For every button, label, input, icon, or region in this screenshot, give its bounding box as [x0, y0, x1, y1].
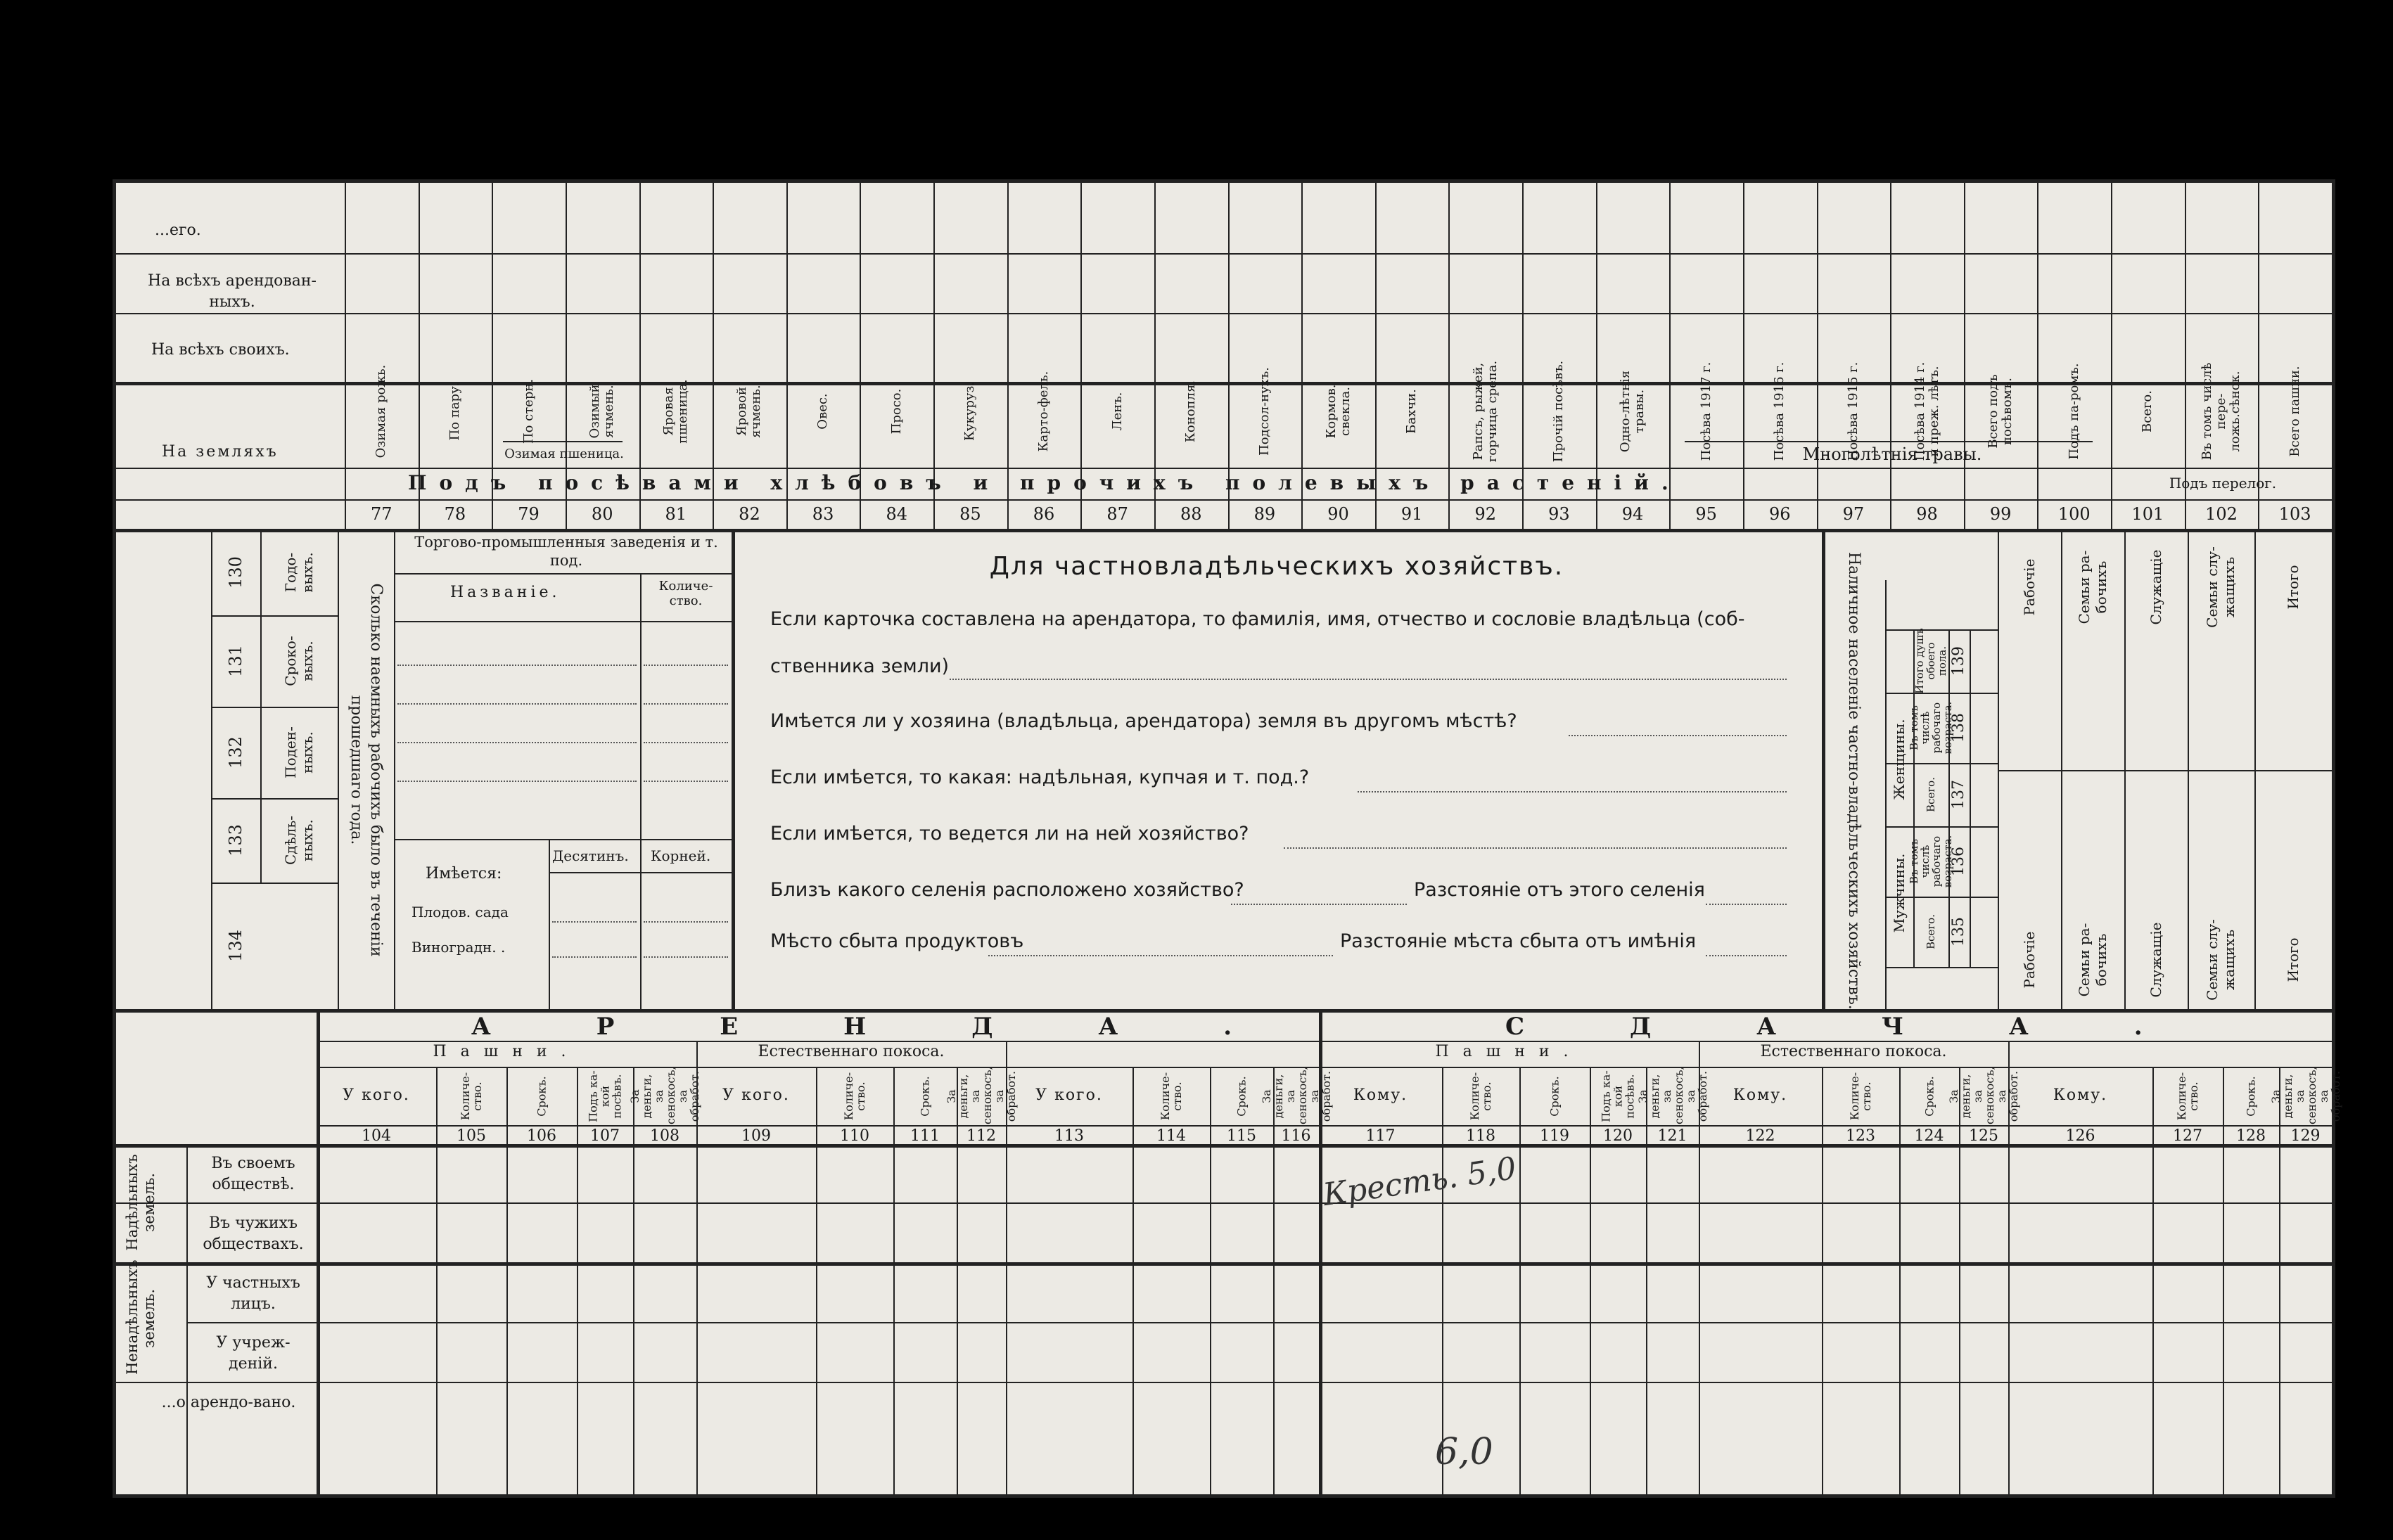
- lease-col-label: За деньги, за сенокосъ, за обработ.: [1947, 1066, 2020, 1124]
- question-farming: Если имѣется, то ведется ли на ней хозяйство?: [770, 823, 1249, 845]
- top-col-label: Бахчи.: [1404, 389, 1419, 434]
- lease-col-label: Кому.: [1353, 1086, 1408, 1104]
- lease-col-label: За деньги, за сенокосъ, за обработ.: [1635, 1066, 1709, 1124]
- population-col-number: 136: [1950, 847, 1967, 876]
- top-col-label: Озимая рожь.: [374, 364, 389, 458]
- top-col-number: 88: [1180, 504, 1202, 524]
- lease-col-divider: [957, 1067, 958, 1498]
- top-col-label: Яровая пшеница.: [661, 379, 690, 444]
- top-col-label: Овес.: [815, 393, 831, 430]
- lease-col-number: 104: [362, 1127, 391, 1145]
- lease-col-divider: [1822, 1067, 1823, 1498]
- staff-col-label-bottom: Рабочiе: [2021, 931, 2038, 989]
- question-owner-cont: ственника земли): [770, 655, 950, 677]
- question-land-type: Если имѣется, то какая: надѣльная, купчая и т. под.?: [770, 766, 1310, 788]
- lease-col-label: Срокъ.: [1922, 1076, 1936, 1117]
- sdacha-pashni: Пашни.: [1435, 1043, 1583, 1060]
- population-col-number: 135: [1950, 917, 1967, 947]
- lease-col-number: 128: [2236, 1127, 2266, 1145]
- top-col-label: Кормов. свекла.: [1323, 384, 1353, 439]
- arenda-title: АРЕНДА.: [471, 1013, 1338, 1041]
- top-col-number: 84: [886, 504, 907, 524]
- top-col-number: 77: [371, 504, 393, 524]
- lease-col-number: 127: [2173, 1127, 2202, 1145]
- lease-col-number: 115: [1227, 1127, 1256, 1145]
- worker-col-label: Годо-выхъ.: [282, 551, 316, 593]
- lease-col-number: 124: [1914, 1127, 1944, 1145]
- population-col-number: 138: [1950, 713, 1967, 743]
- population-col-label: Итого душъ обоего пола.: [1913, 628, 1948, 694]
- lease-col-divider: [506, 1067, 508, 1498]
- lease-col-divider: [1959, 1067, 1960, 1498]
- lease-col-number: 107: [590, 1127, 620, 1145]
- top-col-divider: [1743, 179, 1744, 529]
- lease-col-label: У кого.: [722, 1086, 790, 1104]
- row-own-society: Въ своемъ обществѣ.: [211, 1155, 295, 1193]
- top-col-label: Всего пашни.: [2287, 366, 2302, 457]
- lease-col-label: Количе-ство.: [1848, 1072, 1873, 1121]
- lease-col-number: 122: [1745, 1127, 1775, 1145]
- population-col-number: 139: [1950, 646, 1967, 676]
- garden-label: Плодов. сада: [411, 904, 509, 920]
- worker-col-number: 134: [226, 930, 245, 962]
- top-col-label: Посѣва 1917 г.: [1698, 361, 1714, 461]
- top-col-label: По пару.: [447, 382, 462, 441]
- top-col-label: Посѣва 1916 г.: [1772, 361, 1787, 461]
- lease-col-number: 119: [1540, 1127, 1569, 1145]
- top-col-number: 94: [1621, 504, 1644, 524]
- question-market: Мѣсто сбыта продуктовъ: [770, 930, 1024, 952]
- hired-workers-label: Сколько наемныхъ рабочихъ было въ теченiи прошедшаго года.: [347, 583, 385, 957]
- desyatin-header: Десятинъ.: [552, 847, 629, 864]
- top-col-label: Ленъ.: [1109, 392, 1125, 431]
- lease-col-number: 120: [1603, 1127, 1633, 1145]
- staff-col-label-top: Семьи ра-бочихъ: [2076, 550, 2110, 624]
- top-col-label: Посѣва 1914 г. и преж. лѣтъ.: [1912, 361, 1941, 461]
- top-col-label: Всего подъ посѣвомъ.: [1986, 374, 2015, 449]
- staff-col-label-bottom: Семьи слу-жащихъ: [2204, 919, 2238, 1001]
- lease-col-divider: [1006, 1067, 1007, 1498]
- top-col-number: 83: [812, 504, 834, 524]
- lease-col-number: 106: [527, 1127, 556, 1145]
- lease-col-number: 118: [1466, 1127, 1495, 1145]
- top-col-label: По стерн.: [521, 378, 536, 444]
- lease-col-number: 105: [457, 1127, 486, 1145]
- trade-name-header: Названiе.: [450, 584, 561, 601]
- lease-col-number: 113: [1054, 1127, 1084, 1145]
- top-col-divider: [1890, 179, 1891, 529]
- lease-col-divider: [1273, 1067, 1275, 1498]
- census-form-sheet: [113, 179, 2342, 1498]
- lease-col-number: 126: [2065, 1127, 2095, 1145]
- top-col-label: Прочiй посѣвъ.: [1551, 360, 1566, 463]
- top-col-label: Въ томъ числѣ пере-ложь.сѣнок.: [2200, 362, 2243, 461]
- lease-col-number: 117: [1365, 1127, 1396, 1145]
- row-label-total: ...его.: [155, 222, 201, 239]
- top-col-divider: [1817, 179, 1818, 529]
- row-label-rented: На всѣхъ арендован-ныхъ.: [148, 272, 317, 311]
- top-col-label: Конопля.: [1183, 380, 1199, 443]
- men-label: Мужчины.: [1891, 853, 1908, 933]
- top-col-number: 82: [739, 504, 760, 524]
- lease-col-number: 110: [840, 1127, 869, 1145]
- staff-col-label-top: Рабочiе: [2021, 558, 2038, 616]
- women-label: Женщины.: [1891, 719, 1908, 800]
- lease-col-label: Количе-ство.: [459, 1072, 484, 1121]
- arenda-pashni: Пашни.: [433, 1043, 580, 1060]
- population-col-label: Въ томъ числѣ рабочаго возраста.: [1908, 835, 1954, 888]
- lease-col-divider: [2279, 1067, 2280, 1498]
- private-farms-title: Для частновладѣльческихъ хозяйствъ.: [989, 552, 1564, 581]
- worker-col-number: 130: [226, 556, 245, 589]
- lease-col-number: 129: [2290, 1127, 2321, 1145]
- lease-col-label: Срокъ.: [1234, 1076, 1249, 1117]
- top-col-label: Кукуруз.: [962, 382, 978, 442]
- top-col-number: 100: [2057, 504, 2091, 524]
- lease-col-divider: [1210, 1067, 1211, 1498]
- row-institutions: У учреж-денiй.: [216, 1334, 291, 1373]
- lease-col-divider: [2008, 1067, 2010, 1498]
- lease-col-divider: [1699, 1067, 1700, 1498]
- lease-col-divider: [1132, 1067, 1134, 1498]
- worker-col-number: 131: [226, 645, 245, 677]
- top-col-number: 91: [1400, 504, 1423, 524]
- top-col-number: 93: [1548, 504, 1570, 524]
- population-label: Наличное населенiе частно-владѣльческихъ хозяйствъ.: [1845, 552, 1863, 1010]
- top-col-label: Одно-лѣтнiя травы.: [1618, 370, 1647, 453]
- population-col-number: 137: [1950, 780, 1967, 809]
- top-col-label: Озимый ячмень.: [587, 384, 617, 439]
- top-col-number: 89: [1253, 504, 1276, 524]
- has-label: Имѣется:: [426, 865, 502, 883]
- trade-qty-header: Количе-ство.: [658, 579, 713, 608]
- top-col-number: 97: [1842, 504, 1865, 524]
- lease-col-number: 114: [1156, 1127, 1186, 1145]
- lease-col-label: Срокъ.: [535, 1076, 549, 1117]
- lease-col-label: Количе-ство.: [2175, 1072, 2200, 1121]
- lease-col-number: 112: [966, 1127, 996, 1145]
- lease-col-label: Количе-ство.: [1159, 1072, 1184, 1121]
- non-allotment-lands-label: Ненадѣльныхъ земель.: [124, 1259, 158, 1375]
- sowing-band-title: Подъ посѣвами хлѣбовъ и прочихъ полевыхъ растенiй.: [408, 471, 1681, 494]
- staff-col-label-bottom: Итого: [2285, 937, 2302, 982]
- question-owner: Если карточка составлена на арендатора, то фамилiя, имя, отчество и сословiе владѣльца (соб-: [770, 608, 1745, 630]
- question-near-village: Близъ какого селенiя расположено хозяйство?: [770, 879, 1244, 901]
- lease-col-divider: [816, 1067, 817, 1498]
- lease-col-label: Подъ ка-кой посѣвъ.: [1599, 1070, 1637, 1122]
- handwritten-note: Кресть. 5,0: [1320, 1150, 1519, 1213]
- top-col-label: Подъ па-ромъ.: [2066, 363, 2081, 460]
- sdacha-title: СДАЧА.: [1505, 1013, 2248, 1041]
- population-col-label: Всего.: [1925, 777, 1937, 812]
- row-label-on-lands: На земляхъ: [162, 443, 279, 461]
- top-col-number: 86: [1033, 504, 1055, 524]
- lease-col-divider: [577, 1067, 578, 1498]
- lease-col-label: Срокъ.: [918, 1076, 932, 1117]
- top-col-number: 92: [1474, 504, 1497, 524]
- row-other-societies: Въ чужихъ обществахъ.: [203, 1214, 304, 1253]
- lease-col-divider: [1899, 1067, 1901, 1498]
- top-col-number: 96: [1768, 504, 1791, 524]
- worker-col-label: Сдѣль-ныхъ.: [282, 815, 316, 866]
- lease-col-divider: [436, 1067, 438, 1498]
- arenda-pokos: Естественнаго покоса.: [758, 1043, 945, 1060]
- lease-col-divider: [1646, 1067, 1647, 1498]
- lease-col-divider: [696, 1067, 698, 1498]
- lease-col-number: 123: [1846, 1127, 1875, 1145]
- top-col-label: Всего.: [2140, 390, 2155, 432]
- lease-col-label: За деньги, за сенокосъ, за обработ.: [628, 1066, 701, 1124]
- lease-col-number: 121: [1657, 1127, 1687, 1145]
- lease-col-label: Подъ ка-кой посѣвъ.: [586, 1070, 624, 1122]
- top-col-divider: [2111, 179, 2112, 529]
- top-col-label: Подсол-нухъ.: [1256, 367, 1272, 456]
- question-distance-market: Разстоянiе мѣста сбыта отъ имѣнiя: [1340, 930, 1697, 952]
- vineyard-label: Виноградн. .: [411, 939, 506, 956]
- population-col-label: Въ томъ числѣ рабочаго возраста.: [1908, 701, 1954, 755]
- handwritten-total: 6,0: [1435, 1431, 1493, 1473]
- lease-col-divider: [1519, 1067, 1521, 1498]
- worker-col-label: Поден-ныхъ.: [282, 726, 316, 778]
- top-col-number: 95: [1695, 504, 1717, 524]
- top-col-number: 102: [2205, 504, 2238, 524]
- top-col-number: 79: [518, 504, 540, 524]
- sdacha-pokos: Естественнаго покоса.: [1760, 1043, 1947, 1060]
- top-col-number: 90: [1327, 504, 1349, 524]
- lease-col-label: У кого.: [343, 1086, 410, 1104]
- lease-col-divider: [1319, 1067, 1320, 1498]
- top-col-label: Яровой ячмень.: [734, 385, 764, 438]
- question-other-land: Имѣется ли у хозяина (владѣльца, арендатора) земля въ другомъ мѣстѣ?: [770, 710, 1517, 732]
- top-col-number: 87: [1106, 504, 1128, 524]
- question-distance-village: Разстоянiе отъ этого селенiя: [1414, 879, 1705, 901]
- top-col-label: Просо.: [888, 388, 904, 435]
- lease-col-divider: [893, 1067, 895, 1498]
- lease-col-label: Кому.: [2053, 1086, 2108, 1104]
- staff-col-label-top: Итого: [2285, 565, 2302, 610]
- worker-col-number: 132: [226, 736, 245, 769]
- lease-col-number: 109: [741, 1127, 771, 1145]
- top-col-number: 103: [2278, 504, 2311, 524]
- top-col-number: 80: [591, 504, 613, 524]
- lease-col-number: 108: [650, 1127, 679, 1145]
- trade-title: Торгово-промышленныя заведенiя и т. под.: [414, 534, 718, 569]
- fallow-group-label: Подъ перелог.: [2169, 475, 2277, 492]
- top-col-number: 81: [665, 504, 687, 524]
- row-label-own: На всѣхъ своихъ.: [151, 341, 290, 359]
- allotment-lands-label: Надѣльныхъ земель.: [124, 1154, 158, 1251]
- top-col-divider: [1964, 179, 1965, 529]
- lease-col-divider: [633, 1067, 634, 1498]
- worker-col-number: 133: [226, 824, 245, 856]
- lease-col-label: Срокъ.: [1548, 1076, 1562, 1117]
- lease-col-label: Количе-ство.: [842, 1072, 867, 1121]
- top-col-divider: [2037, 179, 2038, 529]
- top-col-number: 78: [444, 504, 466, 524]
- staff-col-label-top: Семьи слу-жащихъ: [2204, 546, 2238, 628]
- lease-col-label: Кому.: [1732, 1086, 1788, 1104]
- top-col-number: 98: [1916, 504, 1938, 524]
- top-col-number: 99: [1989, 504, 2012, 524]
- population-col-label: Всего.: [1925, 914, 1937, 949]
- lease-col-number: 116: [1281, 1127, 1311, 1145]
- lease-col-divider: [2152, 1067, 2154, 1498]
- top-col-number: 85: [959, 504, 981, 524]
- top-col-number: 101: [2131, 504, 2164, 524]
- top-col-label: Карто-фель.: [1035, 371, 1051, 452]
- winter-wheat-label: Озимая пшеница.: [504, 447, 624, 461]
- top-col-label: Посѣва 1915 г.: [1845, 361, 1861, 461]
- row-total-rented: ...о арендо-вано.: [161, 1394, 296, 1411]
- row-private-persons: У частныхъ лицъ.: [206, 1274, 300, 1313]
- lease-col-label: У кого.: [1035, 1086, 1103, 1104]
- lease-col-label: За деньги, за сенокосъ, за обработ.: [2268, 1066, 2342, 1124]
- lease-col-label: За деньги, за сенокосъ, за обработ.: [945, 1066, 1018, 1124]
- perennial-grasses-label: Многолѣтнiя травы.: [1802, 444, 1982, 464]
- staff-col-label-bottom: Семьи ра-бочихъ: [2076, 923, 2110, 997]
- lease-col-number: 125: [1969, 1127, 1998, 1145]
- lease-col-number: 111: [910, 1127, 940, 1145]
- top-col-label: Рапсъ, рыжей, горчица срепа.: [1470, 360, 1500, 463]
- lease-col-divider: [1590, 1067, 1591, 1498]
- lease-col-label: Количе-ство.: [1468, 1072, 1493, 1121]
- lease-col-label: За деньги, за сенокосъ, за обработ.: [1259, 1066, 1333, 1124]
- worker-col-label: Сроко-выхъ.: [282, 636, 316, 686]
- staff-col-label-top: Служащiе: [2148, 549, 2164, 625]
- staff-col-label-bottom: Служащiе: [2148, 922, 2164, 998]
- lease-col-divider: [2223, 1067, 2224, 1498]
- lease-col-label: Срокъ.: [2244, 1076, 2258, 1117]
- korney-header: Корней.: [651, 847, 711, 864]
